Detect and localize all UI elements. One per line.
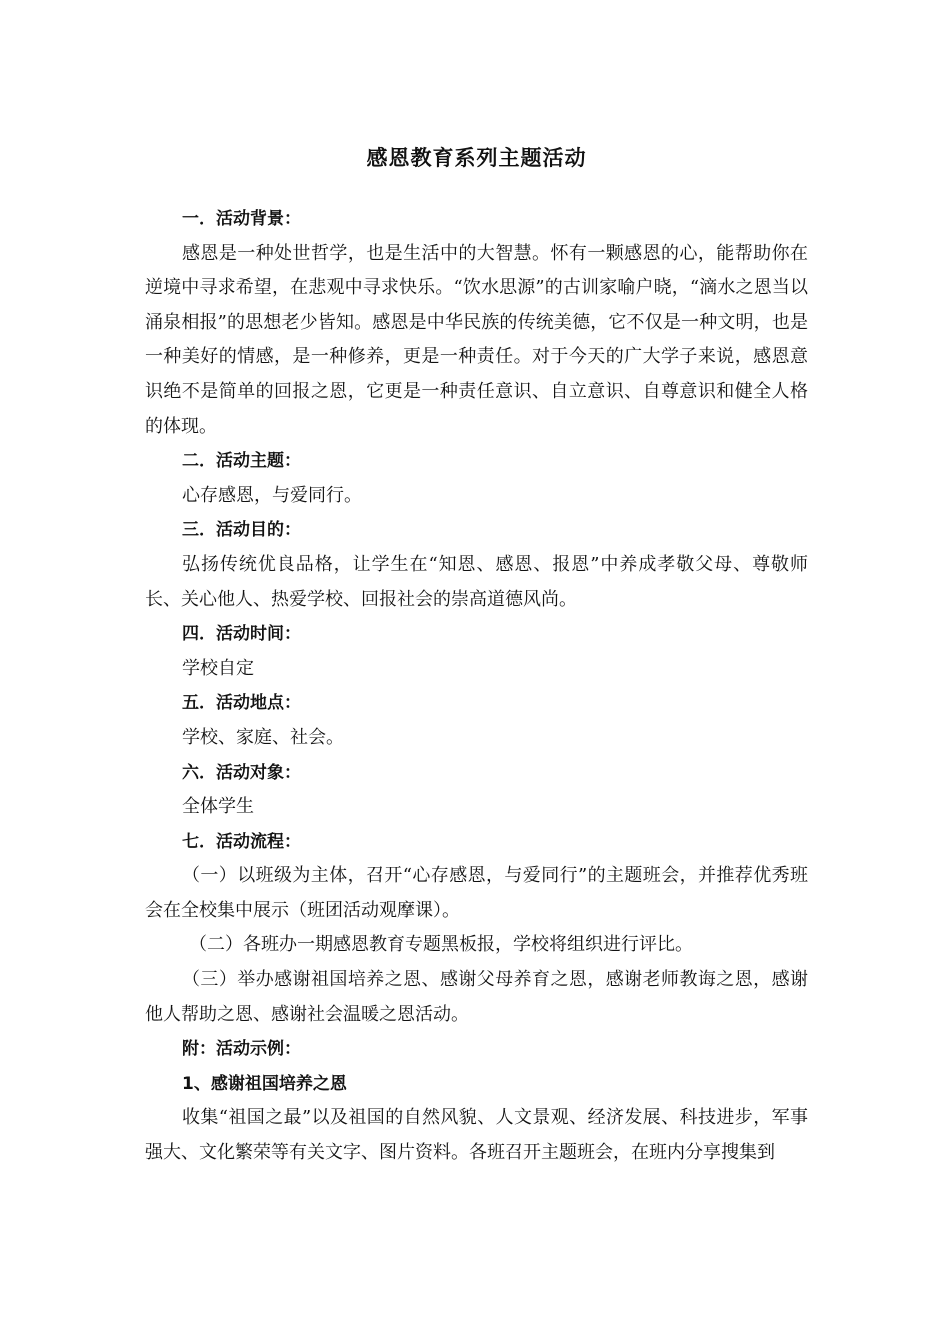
document-title: 感恩教育系列主题活动	[366, 146, 587, 170]
paragraph-place: 学校、家庭、社会。	[182, 726, 344, 748]
paragraph-background: 感恩是一种处世哲学，也是生活中的大智慧。怀有一颗感恩的心，能帮助你在逆境中寻求希望，在悲观中寻求快乐。“饮水思源”的古训家喻户晓，“滴水之恩当以涌泉相报”的思想老少皆知。感恩是中华民族的传统美德，它不仅是一种文明，也是一种美好的情感，是一种修养，更是一种责任。对于今天的广大学子来说，感恩意识绝不是简单的回报之恩，它更是一种责任意识、自立意识、自尊意识和健全人格的体现。	[145, 242, 808, 437]
paragraph-process-3: （三）举办感谢祖国培养之恩、感谢父母养育之恩，感谢老师教诲之恩，感谢他人帮助之恩、感谢社会温暖之恩活动。	[145, 969, 808, 1025]
section-heading-theme: 二．活动主题：	[182, 451, 301, 472]
paragraph-theme: 心存感恩，与爱同行。	[182, 484, 362, 506]
document-body	[145, 202, 808, 1171]
section-heading-target: 六．活动对象：	[182, 762, 301, 783]
section-heading-appendix: 附：活动示例：	[182, 1039, 301, 1060]
example-heading-1: 1、感谢祖国培养之恩	[182, 1073, 347, 1094]
paragraph-time: 学校自定	[182, 657, 254, 679]
paragraph-purpose: 弘扬传统优良品格，让学生在“知恩、感恩、报恩”中养成孝敬父母、尊敬师长、关心他人、热爱学校、回报社会的崇高道德风尚。	[145, 553, 808, 610]
section-heading-process: 七．活动流程：	[182, 831, 301, 852]
paragraph-process-1: （一）以班级为主体，召开“心存感恩，与爱同行”的主题班会，并推荐优秀班会在全校集中展示（班团活动观摩课）。	[145, 865, 808, 921]
paragraph-target: 全体学生	[182, 796, 254, 818]
section-heading-place: 五．活动地点：	[182, 693, 301, 714]
section-heading-purpose: 三．活动目的：	[182, 520, 301, 541]
paragraph-process-2: （二）各班办一期感恩教育专题黑板报，学校将组织进行评比。	[189, 934, 693, 956]
section-heading-background: 一．活动背景：	[182, 209, 301, 229]
section-heading-time: 四．活动时间：	[182, 624, 301, 645]
paragraph-example-1: 收集“祖国之最”以及祖国的自然风貌、人文景观、经济发展、科技进步，军事强大、文化繁荣等有关文字、图片资料。各班召开主题班会，在班内分享搜集到	[145, 1107, 808, 1164]
